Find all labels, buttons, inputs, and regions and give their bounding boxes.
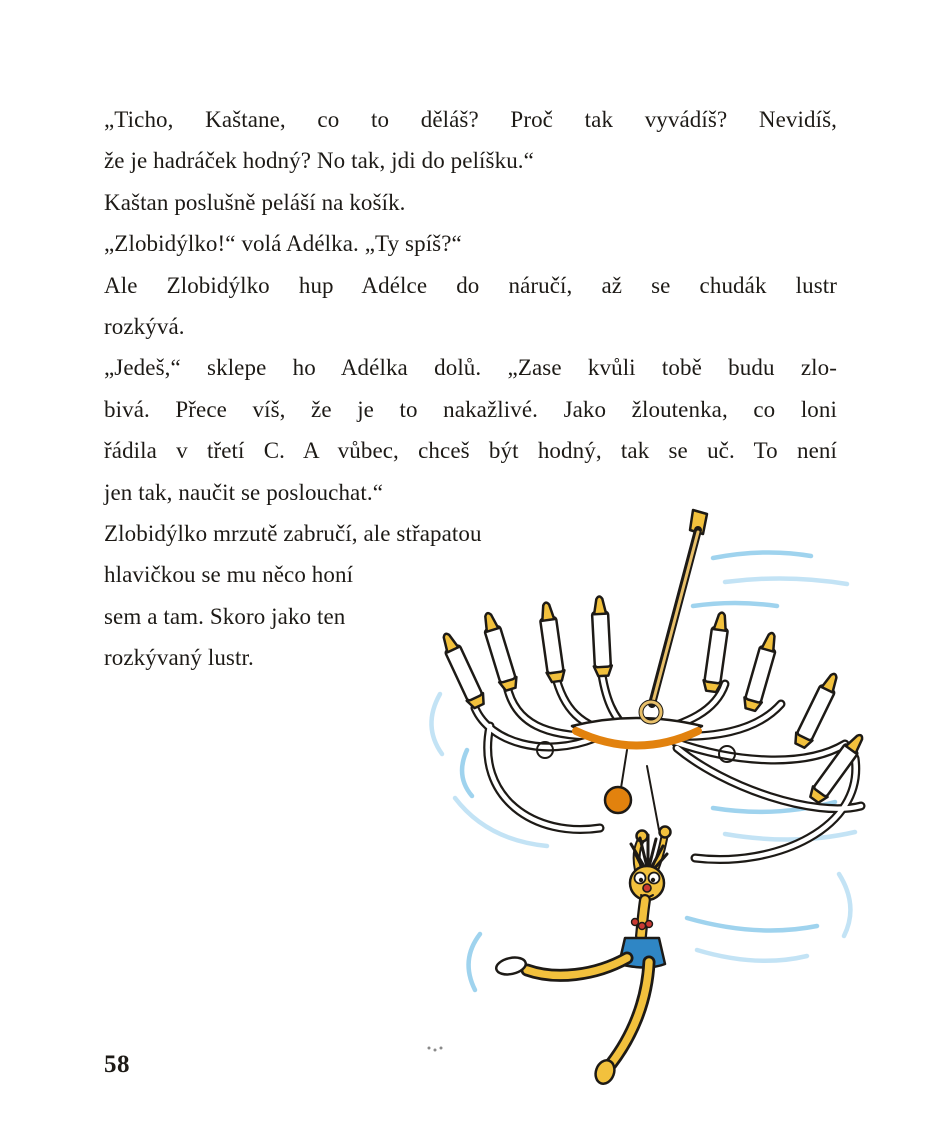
story-line-3: Kaštan poslušně peláší na košík. [104,189,406,215]
story-line-2: že je hadráček hodný? No tak, jdi do pelíšku.“ [104,148,534,174]
story-line-7: „Jedeš,“ sklepe ho Adélka dolů. „Zase kvůli tobě budu zlo- [104,355,837,381]
story-line-9: řádila v třetí C. A vůbec, chceš být hodný, tak se uč. To není [104,438,837,464]
story-line-5: Ale Zlobidýlko hup Adélce do náručí, až se chudák lustr [104,272,837,298]
figure-torso [632,900,653,936]
story-line-4: „Zlobidýlko!“ volá Adélka. „Ty spíš?“ [104,231,462,257]
candle [479,611,519,692]
figure-legs [495,955,649,1086]
speckle-dots [428,1047,443,1052]
story-line-10: jen tak, naučit se poslouchat.“ [104,479,384,505]
story-line-11: Zlobidýlko mrzutě zabručí, ale střapatou [104,521,482,547]
candle [742,631,781,712]
story-line-14: rozkývaný lustr. [104,645,254,671]
story-line-13: sem a tam. Skoro jako ten [104,603,346,629]
candle [537,601,566,682]
candle [437,630,487,710]
zlobidylko-figure [495,827,671,1087]
page-number: 58 [104,1051,130,1078]
orange-ball [605,787,631,813]
story-line-6: rozkývá. [104,314,185,340]
chandelier-illustration [395,498,915,1098]
story-line-1: „Ticho, Kaštane, co to děláš? Proč tak vyvádíš? Nevidíš, [104,107,837,132]
hanging-rod [641,510,707,830]
story-line-12: hlavičkou se mu něco honí [104,562,354,588]
candle [590,596,612,676]
chandelier-svg [395,498,915,1098]
chandelier-bowl [572,718,702,813]
story-line-8: bivá. Přece víš, že je to nakažlivé. Jako žloutenka, co loni [104,396,837,422]
candle [792,670,843,749]
